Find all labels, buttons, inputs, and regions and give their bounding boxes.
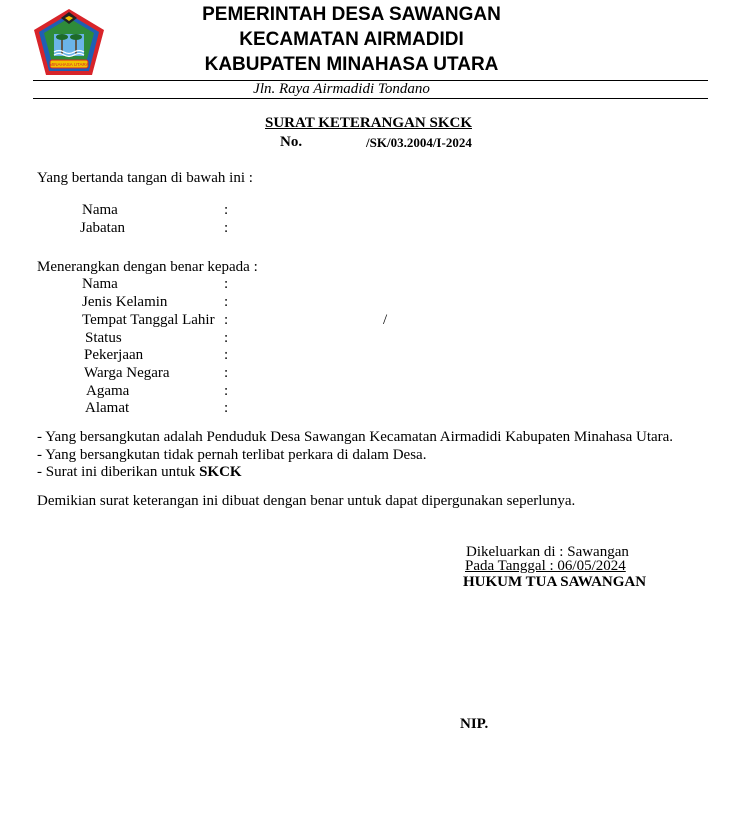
note-resident: - Yang bersangkutan adalah Penduduk Desa Sawangan Kecamatan Airmadidi Kabupaten Minahasa Utara.	[37, 429, 674, 445]
note-no-case: - Yang bersangkutan tidak pernah terlibat perkara di dalam Desa.	[37, 447, 427, 463]
subject-nationality-colon: :	[224, 365, 229, 381]
explain-text: Menerangkan dengan benar kepada :	[37, 259, 258, 275]
signer-name-label: Nama	[82, 202, 118, 218]
subject-name-label: Nama	[82, 276, 118, 292]
header-rule-bottom	[33, 98, 708, 99]
subject-occupation-colon: :	[224, 347, 229, 363]
subject-nationality-label: Warga Negara	[84, 365, 170, 381]
header-government: PEMERINTAH DESA SAWANGAN	[202, 4, 501, 25]
letter-number-label: No.	[280, 134, 303, 150]
header-regency: KABUPATEN MINAHASA UTARA	[204, 54, 499, 75]
svg-text:MINAHASA UTARA: MINAHASA UTARA	[49, 62, 89, 67]
signer-position-colon: :	[224, 220, 229, 236]
nip-label: NIP.	[460, 716, 489, 732]
note-purpose-skck: SKCK	[199, 464, 242, 480]
subject-name-colon: :	[224, 276, 229, 292]
note-purpose-text: - Surat ini diberikan untuk	[37, 464, 200, 480]
subject-status-label: Status	[85, 330, 122, 346]
letter-number-value: /SK/03.2004/I-2024	[366, 135, 472, 150]
subject-address-label: Alamat	[85, 400, 130, 416]
subject-birth-label: Tempat Tanggal Lahir	[82, 312, 215, 328]
subject-occupation-label: Pekerjaan	[84, 347, 144, 363]
issued-at: Dikeluarkan di : Sawangan	[466, 544, 629, 560]
note-purpose	[37, 464, 242, 481]
village-head-title: HUKUM TUA SAWANGAN	[463, 574, 647, 590]
subject-religion-label: Agama	[86, 383, 130, 399]
signer-position-label: Jabatan	[80, 220, 125, 236]
letter-title: SURAT KETERANGAN SKCK	[265, 115, 472, 131]
subject-gender-colon: :	[224, 294, 229, 310]
closing-text: Demikian surat keterangan ini dibuat dengan benar untuk dapat dipergunakan seperlunya.	[37, 493, 576, 509]
subject-birth-slash: /	[383, 312, 388, 328]
subject-religion-colon: :	[224, 383, 229, 399]
issued-date: Pada Tanggal : 06/05/2024	[465, 558, 626, 574]
subject-birth-colon: :	[224, 312, 229, 328]
intro-text: Yang bertanda tangan di bawah ini :	[37, 170, 253, 186]
subject-status-colon: :	[224, 330, 229, 346]
subject-gender-label: Jenis Kelamin	[82, 294, 168, 310]
header-address: Jln. Raya Airmadidi Tondano	[253, 81, 430, 97]
signer-name-colon: :	[224, 202, 229, 218]
header-district: KECAMATAN AIRMADIDI	[239, 29, 464, 50]
subject-address-colon: :	[224, 400, 229, 416]
